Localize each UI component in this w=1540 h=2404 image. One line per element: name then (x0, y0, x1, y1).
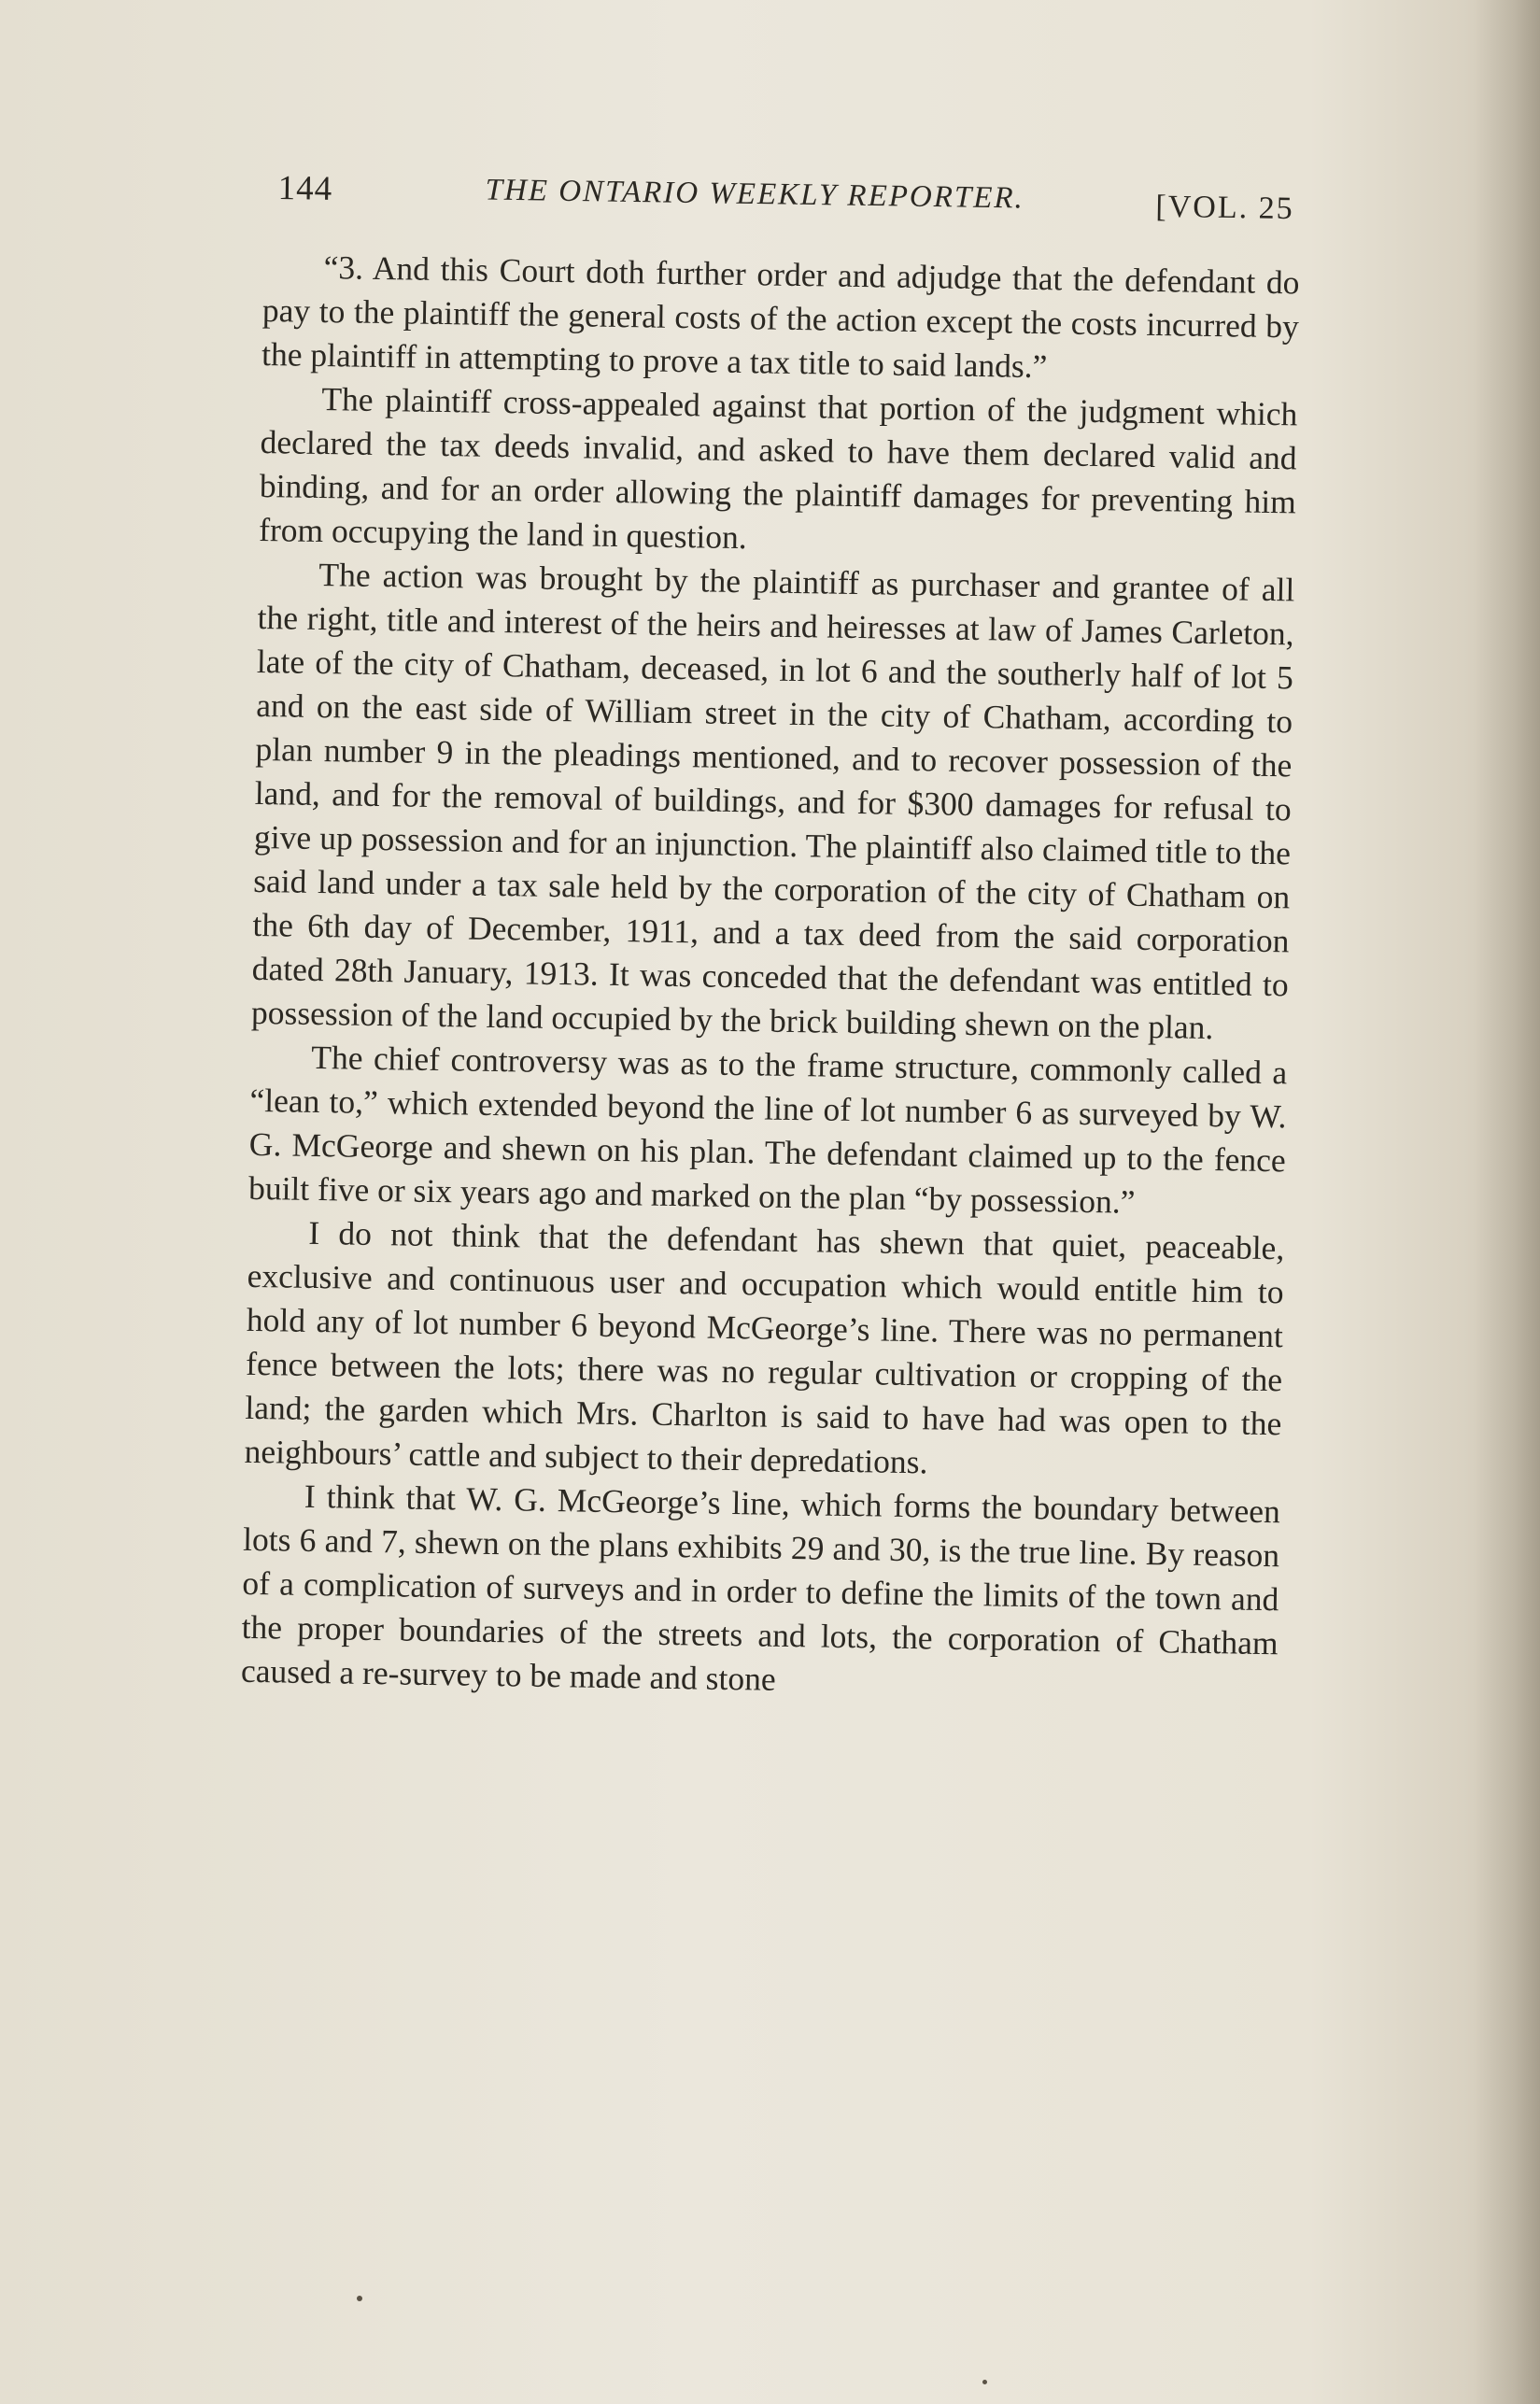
paragraph-order-clause: “3. And this Court doth further order and adjudge that the defendant do pay to the plaintiff the general costs of the action except the costs incurred by the plaintiff in attempting to prove a tax title to said lands.” (261, 248, 1300, 386)
paragraph-true-line: I think that W. G. McGeorge’s line, which forms the boundary between lots 6 and 7, shewn on the plans exhibits 29 and 30, is the true line. By reason of a complication of surveys and in order to define the limits of the town and the proper boundaries of the streets and lots, the corporation of Chatham caused a re-survey to be made and stone (240, 1477, 1281, 1698)
paper-speck (357, 2296, 362, 2301)
page-number: 144 (277, 168, 333, 208)
binding-edge-shadow (1475, 0, 1540, 2404)
page-header (277, 168, 1301, 240)
body-text (241, 245, 1300, 1709)
paragraph-action-facts: The action was brought by the plaintiff as purchaser and grantee of all the right, title and interest of the heirs and heiresses at law of James Carleton, late of the city of Chatham, deceased, in lot 6 and the southerly half of lot 5 and on the east side of William street in the city of Chatham, according to plan number 9 in the pleadings mentioned, and to recover possession of the land, and for the removal of buildings, and for $300 damages for refusal to give up possession and for an injunction. The plaintiff also claimed title to the said land under a tax sale held by the corporation of the city of Chatham on the 6th day of December, 1911, and a tax deed from the said corporation dated 28th January, 1913. It was conceded that the defendant was entitled to possession of the land occupied by the brick building shewn on the plan. (250, 555, 1295, 1047)
paper-speck (982, 2380, 987, 2384)
paragraph-possession-finding: I do not think that the defendant has shewn that quiet, peaceable, exclusive and continuous user and occupation which would entitle him to hold any of lot number 6 beyond McGeorge’s line. There was no permanent fence between the lots; there was no regular cultivation or cropping of the land; the garden which Mrs. Charlton is said to have had was open to the neighbours’ cattle and subject to their depredations. (244, 1213, 1285, 1481)
paragraph-controversy: The chief controversy was as to the frame structure, commonly called a “lean to,” which extended beyond the line of lot number 6 as surveyed by W. G. McGeorge and shewn on his plan. The defendant claimed up to the fence built five or six years ago and marked on the plan “by possession.” (247, 1038, 1288, 1221)
paragraph-cross-appeal: The plaintiff cross-appealed against that portion of the judgment which declared the tax deeds invalid, and asked to have them declared valid and binding, and for an order allowing the plaintiff damages for preventing him from occupying the land in question. (258, 380, 1298, 557)
running-title: THE ONTARIO WEEKLY REPORTER. (485, 173, 1025, 216)
volume-label: [VOL. 25 (1155, 189, 1294, 227)
